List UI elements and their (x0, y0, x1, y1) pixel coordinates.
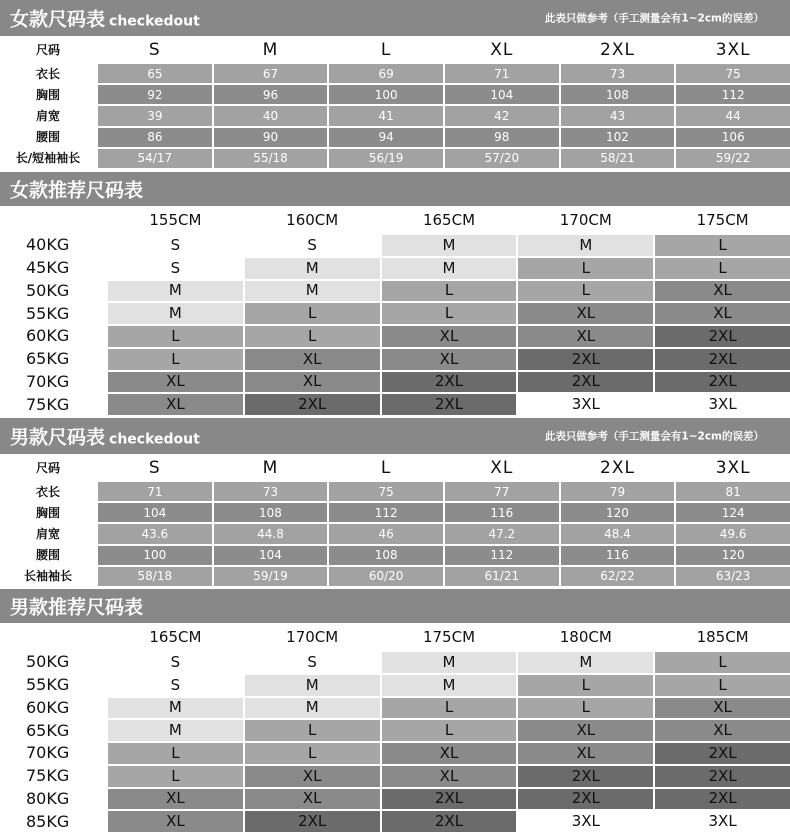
measurement-value: 100 (329, 85, 443, 104)
measurement-value: 100 (98, 546, 212, 565)
size-column-header: L (329, 38, 443, 62)
women-rec-title-bar (0, 172, 790, 206)
measurement-label: 胸围 (0, 85, 96, 104)
recommended-size-cell: XL (382, 326, 517, 347)
women-rec-title: 女款推荐尺码表 (10, 179, 144, 202)
recommended-size-cell: L (655, 675, 790, 696)
measurement-value: 41 (329, 106, 443, 125)
recommended-size-cell: L (655, 258, 790, 279)
recommended-size-cell: M (245, 675, 380, 696)
size-column-header: S (98, 38, 212, 62)
measurement-value: 124 (676, 503, 790, 522)
measurement-value: 57/20 (445, 149, 559, 168)
recommended-size-cell: M (518, 652, 653, 673)
recommended-size-cell: XL (518, 326, 653, 347)
measurement-value: 73 (561, 64, 675, 83)
weight-row-label: 75KG (0, 394, 106, 415)
recommended-size-cell: 2XL (655, 372, 790, 393)
recommended-size-cell: 2XL (382, 394, 517, 415)
size-column-header: XL (445, 456, 559, 480)
size-column-header: 3XL (676, 456, 790, 480)
recommended-size-cell: M (382, 675, 517, 696)
measurement-value: 112 (676, 85, 790, 104)
recommended-size-cell: S (108, 258, 243, 279)
weight-row-label: 60KG (0, 698, 106, 719)
size-column-header: S (98, 456, 212, 480)
recommended-size-cell: L (108, 766, 243, 787)
recommended-size-cell: M (108, 303, 243, 324)
recommended-size-cell: 2XL (655, 789, 790, 810)
measurement-value: 61/21 (445, 567, 559, 586)
measurement-value: 62/22 (561, 567, 675, 586)
measurement-value: 79 (561, 482, 675, 501)
recommended-size-cell: XL (655, 720, 790, 741)
recommended-size-cell: M (382, 258, 517, 279)
weight-row-label: 55KG (0, 675, 106, 696)
measurement-value: 71 (445, 64, 559, 83)
recommended-size-cell: 2XL (655, 766, 790, 787)
women-size-title: 女款尺码表 checkedout (10, 8, 200, 31)
height-column-header: 170CM (245, 625, 380, 650)
recommended-size-cell: 2XL (382, 372, 517, 393)
measurement-label: 长/短袖袖长 (0, 149, 96, 168)
men-size-note: 此表只做参考（手工测量会有1~2cm的误差） (544, 430, 764, 443)
men-size-title-bar (0, 418, 790, 454)
recommended-size-cell: 2XL (655, 349, 790, 370)
weight-row-label: 70KG (0, 372, 106, 393)
measurement-value: 102 (561, 128, 675, 147)
measurement-value: 71 (98, 482, 212, 501)
weight-row-label: 65KG (0, 720, 106, 741)
recommended-size-cell: 2XL (655, 326, 790, 347)
recommended-size-cell: M (245, 258, 380, 279)
measurement-value: 81 (676, 482, 790, 501)
men-size-table (0, 456, 790, 586)
height-column-header: 160CM (245, 208, 380, 233)
weight-row-label: 70KG (0, 743, 106, 764)
recommended-size-cell: L (518, 675, 653, 696)
measurement-value: 40 (214, 106, 328, 125)
recommended-size-cell: S (108, 235, 243, 256)
recommended-size-cell: L (108, 349, 243, 370)
measurement-value: 55/18 (214, 149, 328, 168)
measurement-value: 59/19 (214, 567, 328, 586)
recommended-size-cell: L (382, 698, 517, 719)
measurement-label: 衣长 (0, 64, 96, 83)
measurement-value: 112 (329, 503, 443, 522)
measurement-value: 44.8 (214, 524, 328, 543)
men-size-brand: checkedout (109, 431, 200, 448)
recommended-size-cell: XL (245, 372, 380, 393)
recommended-size-cell: M (245, 281, 380, 302)
women-size-table (0, 38, 790, 168)
measurement-value: 108 (561, 85, 675, 104)
recommended-size-cell: XL (518, 303, 653, 324)
recommended-size-cell: 2XL (245, 811, 380, 832)
women-size-title-bar (0, 0, 790, 36)
measurement-value: 116 (445, 503, 559, 522)
height-column-header: 175CM (382, 625, 517, 650)
recommended-size-cell: L (108, 743, 243, 764)
weight-row-label: 85KG (0, 811, 106, 832)
recommended-size-cell: 2XL (245, 394, 380, 415)
weight-row-label: 75KG (0, 766, 106, 787)
recommended-size-cell: L (655, 235, 790, 256)
measurement-value: 104 (445, 85, 559, 104)
measurement-value: 86 (98, 128, 212, 147)
recommended-size-cell: XL (108, 789, 243, 810)
recommended-size-cell: 3XL (518, 394, 653, 415)
weight-row-label: 40KG (0, 235, 106, 256)
measurement-label: 衣长 (0, 482, 96, 501)
recommended-size-cell: XL (382, 766, 517, 787)
recommended-size-cell: L (518, 258, 653, 279)
size-column-header: M (214, 456, 328, 480)
recommended-size-cell: XL (108, 394, 243, 415)
weight-row-label: 65KG (0, 349, 106, 370)
weight-row-label: 60KG (0, 326, 106, 347)
recommended-size-cell: 3XL (655, 811, 790, 832)
measurement-value: 75 (676, 64, 790, 83)
recommended-size-cell: XL (518, 720, 653, 741)
measurement-value: 108 (329, 546, 443, 565)
measurement-value: 54/17 (98, 149, 212, 168)
recommended-size-cell: XL (108, 811, 243, 832)
size-column-header: 3XL (676, 38, 790, 62)
recommended-size-cell: M (245, 698, 380, 719)
recommended-size-cell: 3XL (655, 394, 790, 415)
height-column-header: 165CM (382, 208, 517, 233)
measurement-value: 59/22 (676, 149, 790, 168)
measurement-value: 58/18 (98, 567, 212, 586)
measurement-value: 44 (676, 106, 790, 125)
weight-row-label: 55KG (0, 303, 106, 324)
men-rec-title: 男款推荐尺码表 (10, 596, 144, 619)
weight-row-label: 80KG (0, 789, 106, 810)
recommended-size-cell: 2XL (518, 766, 653, 787)
measurement-label: 长袖袖长 (0, 567, 96, 586)
measurement-label: 腰围 (0, 546, 96, 565)
measurement-value: 90 (214, 128, 328, 147)
measurement-value: 42 (445, 106, 559, 125)
recommended-size-cell: XL (655, 698, 790, 719)
measurement-value: 112 (445, 546, 559, 565)
size-column-header: L (329, 456, 443, 480)
measurement-value: 77 (445, 482, 559, 501)
measurement-value: 43 (561, 106, 675, 125)
recommended-size-cell: 2XL (382, 789, 517, 810)
size-column-header: 2XL (561, 38, 675, 62)
size-column-header: XL (445, 38, 559, 62)
recommended-size-cell: M (382, 235, 517, 256)
recommended-size-cell: XL (245, 789, 380, 810)
recommended-size-cell: XL (382, 743, 517, 764)
measurement-value: 108 (214, 503, 328, 522)
recommended-size-cell: XL (245, 349, 380, 370)
men-rec-table (0, 625, 790, 832)
recommended-size-cell: M (382, 652, 517, 673)
size-header-label: 尺码 (0, 456, 96, 480)
size-column-header: 2XL (561, 456, 675, 480)
recommended-size-cell: S (108, 652, 243, 673)
recommended-size-cell: 2XL (518, 349, 653, 370)
recommended-size-cell: XL (108, 372, 243, 393)
corner-cell (0, 625, 106, 650)
measurement-value: 104 (214, 546, 328, 565)
measurement-value: 75 (329, 482, 443, 501)
recommended-size-cell: L (108, 326, 243, 347)
recommended-size-cell: L (518, 698, 653, 719)
weight-row-label: 45KG (0, 258, 106, 279)
women-rec-table (0, 208, 790, 415)
measurement-value: 60/20 (329, 567, 443, 586)
height-column-header: 185CM (655, 625, 790, 650)
size-header-label: 尺码 (0, 38, 96, 62)
recommended-size-cell: 2XL (655, 743, 790, 764)
height-column-header: 170CM (518, 208, 653, 233)
measurement-value: 49.6 (676, 524, 790, 543)
measurement-label: 肩宽 (0, 524, 96, 543)
measurement-value: 65 (98, 64, 212, 83)
measurement-value: 96 (214, 85, 328, 104)
measurement-value: 43.6 (98, 524, 212, 543)
recommended-size-cell: L (382, 303, 517, 324)
measurement-value: 116 (561, 546, 675, 565)
recommended-size-cell: 2XL (518, 789, 653, 810)
measurement-value: 58/21 (561, 149, 675, 168)
size-column-header: M (214, 38, 328, 62)
recommended-size-cell: M (108, 720, 243, 741)
measurement-label: 腰围 (0, 128, 96, 147)
recommended-size-cell: S (245, 652, 380, 673)
recommended-size-cell: L (245, 743, 380, 764)
measurement-value: 46 (329, 524, 443, 543)
recommended-size-cell: XL (655, 303, 790, 324)
women-size-brand: checkedout (109, 13, 200, 30)
recommended-size-cell: M (108, 698, 243, 719)
recommended-size-cell: M (108, 281, 243, 302)
height-column-header: 180CM (518, 625, 653, 650)
recommended-size-cell: 2XL (382, 811, 517, 832)
recommended-size-cell: S (108, 675, 243, 696)
measurement-value: 104 (98, 503, 212, 522)
men-size-title: 男款尺码表 checkedout (10, 426, 200, 449)
measurement-value: 56/19 (329, 149, 443, 168)
height-column-header: 175CM (655, 208, 790, 233)
recommended-size-cell: XL (382, 349, 517, 370)
recommended-size-cell: 2XL (518, 372, 653, 393)
measurement-value: 73 (214, 482, 328, 501)
weight-row-label: 50KG (0, 652, 106, 673)
recommended-size-cell: M (518, 235, 653, 256)
recommended-size-cell: L (518, 281, 653, 302)
measurement-value: 98 (445, 128, 559, 147)
measurement-label: 肩宽 (0, 106, 96, 125)
recommended-size-cell: L (245, 303, 380, 324)
corner-cell (0, 208, 106, 233)
measurement-value: 92 (98, 85, 212, 104)
measurement-value: 120 (561, 503, 675, 522)
men-rec-title-bar (0, 589, 790, 623)
recommended-size-cell: XL (245, 766, 380, 787)
measurement-value: 69 (329, 64, 443, 83)
recommended-size-cell: L (655, 652, 790, 673)
recommended-size-cell: L (382, 720, 517, 741)
measurement-value: 48.4 (561, 524, 675, 543)
recommended-size-cell: XL (655, 281, 790, 302)
recommended-size-cell: L (245, 720, 380, 741)
measurement-value: 47.2 (445, 524, 559, 543)
measurement-value: 106 (676, 128, 790, 147)
recommended-size-cell: S (245, 235, 380, 256)
height-column-header: 165CM (108, 625, 243, 650)
recommended-size-cell: L (245, 326, 380, 347)
women-size-note: 此表只做参考（手工测量会有1~2cm的误差） (544, 12, 764, 25)
measurement-value: 120 (676, 546, 790, 565)
measurement-value: 39 (98, 106, 212, 125)
height-column-header: 155CM (108, 208, 243, 233)
measurement-value: 67 (214, 64, 328, 83)
recommended-size-cell: XL (518, 743, 653, 764)
measurement-value: 63/23 (676, 567, 790, 586)
measurement-value: 94 (329, 128, 443, 147)
recommended-size-cell: 3XL (518, 811, 653, 832)
recommended-size-cell: L (382, 281, 517, 302)
measurement-label: 胸围 (0, 503, 96, 522)
weight-row-label: 50KG (0, 281, 106, 302)
